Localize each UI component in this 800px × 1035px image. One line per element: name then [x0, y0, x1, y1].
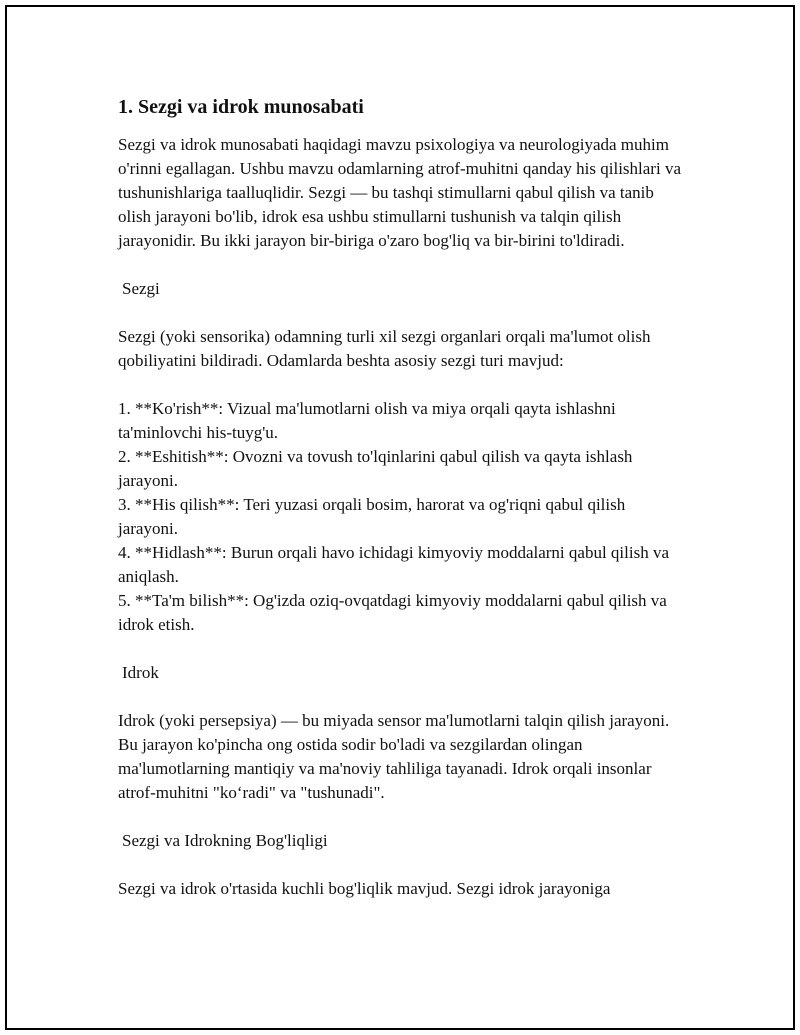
sense-list — [118, 397, 683, 637]
list-item: 3. **His qilish**: Teri yuzasi orqali bosim, harorat va og'riqni qabul qilish jarayoni. — [118, 495, 626, 538]
section-heading-sezgi: Sezgi — [122, 279, 160, 298]
spacer — [118, 637, 683, 661]
spacer — [118, 685, 683, 709]
section-heading-boglikligi: Sezgi va Idrokning Bog'liqligi — [122, 831, 328, 850]
document-title: 1. Sezgi va idrok munosabati — [118, 96, 364, 118]
section-paragraph-sezgi: Sezgi (yoki sensorika) odamning turli xil sezgi organlari orqali ma'lumot olish qobiliyatini bildiradi. Odamlarda beshta asosiy sezgi turi mavjud: — [118, 327, 651, 370]
spacer — [118, 253, 683, 277]
section-heading-idrok: Idrok — [122, 663, 159, 682]
list-item: 4. **Hidlash**: Burun orqali havo ichidagi kimyoviy moddalarni qabul qilish va aniqlash. — [118, 543, 670, 586]
spacer — [118, 373, 683, 397]
spacer — [118, 853, 683, 877]
spacer — [118, 805, 683, 829]
list-item: 5. **Ta'm bilish**: Og'izda oziq-ovqatdagi kimyoviy moddalarni qabul qilish va idrok etish. — [118, 591, 667, 634]
document-body — [118, 90, 683, 901]
section-paragraph-boglikligi: Sezgi va idrok o'rtasida kuchli bog'liqlik mavjud. Sezgi idrok jarayoniga — [118, 879, 611, 898]
list-item: 1. **Ko'rish**: Vizual ma'lumotlarni olish va miya orqali qayta ishlashni ta'minlovchi his-tuyg'u. — [118, 399, 616, 442]
intro-paragraph: Sezgi va idrok munosabati haqidagi mavzu psixologiya va neurologiyada muhim o'rinni egallagan. Ushbu mavzu odamlarning atrof-muhitni qanday his qilishlari va tushunishlariga taalluqlidir. Sezgi — bu tashqi stimullarni qabul qilish va tanib olish jarayoni bo'lib, idrok esa ushbu stimullarni tushunish va talqin qilish jarayonidir. Bu ikki jarayon bir-biriga o'zaro bog'liq va bir-birini to'ldiradi. — [118, 135, 681, 250]
list-item: 2. **Eshitish**: Ovozni va tovush to'lqinlarini qabul qilish va qayta ishlash jarayoni. — [118, 447, 633, 490]
spacer — [118, 301, 683, 325]
section-paragraph-idrok: Idrok (yoki persepsiya) — bu miyada sensor ma'lumotlarni talqin qilish jarayoni. Bu jarayon ko'pincha ong ostida sodir bo'ladi va sezgilardan olingan ma'lumotlarning mantiqiy va ma'noviy tahliliga tayanadi. Idrok orqali insonlar atrof-muhitni "ko‘radi" va "tushunadi". — [118, 711, 670, 802]
